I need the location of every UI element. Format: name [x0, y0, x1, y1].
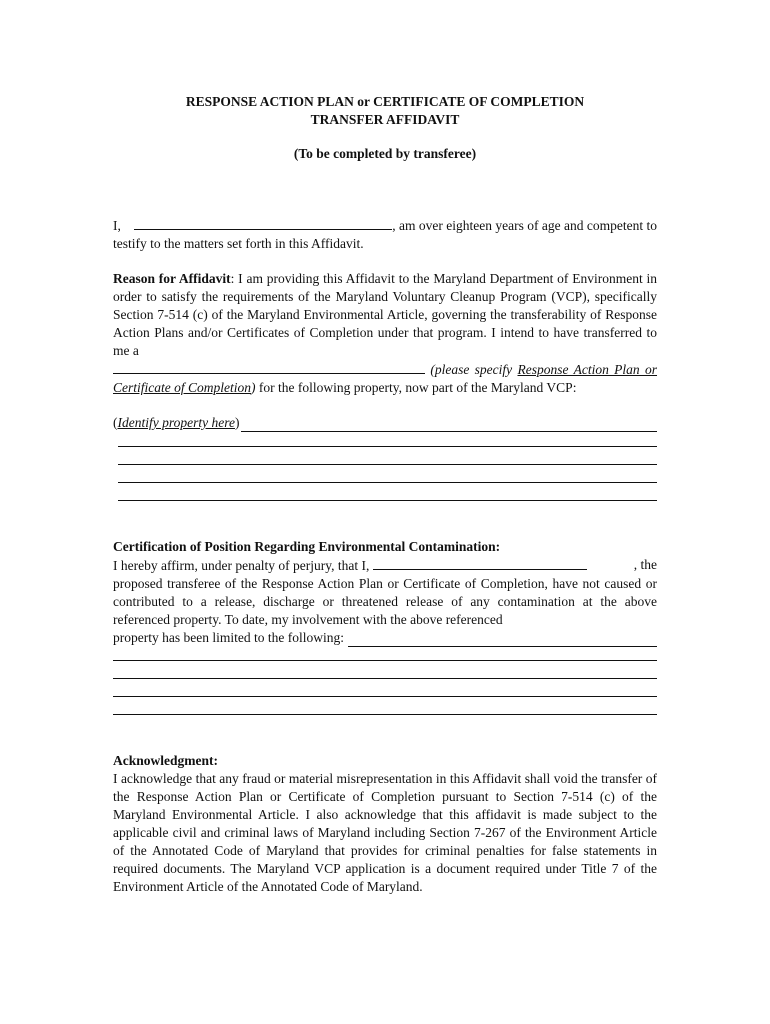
- property-line-4[interactable]: [118, 482, 657, 483]
- property-line-3[interactable]: [118, 464, 657, 465]
- specify-close: ): [251, 380, 256, 395]
- involvement-line-3[interactable]: [113, 678, 657, 679]
- intro-suffix: , am over eighteen years of age and competent to testify to the matters set forth in this Affidavit.: [113, 218, 657, 251]
- reason-paragraph: [113, 270, 657, 397]
- intro-prefix: I,: [113, 218, 121, 233]
- identify-property-label: Identify property here: [117, 415, 235, 430]
- reason-text: : I am providing this Affidavit to the Maryland Department of Environment in order to satisfy the requirements of the Maryland Voluntary Cleanup Program (VCP), specifically Section 7-514 (c) of the Maryland Environmental Article, governing the transferability of Response Action Plans and/or Certificates of Completion under that program. I intend to have transferred to me a: [113, 271, 658, 358]
- plan-type-blank-field[interactable]: [113, 360, 425, 374]
- involvement-line-5[interactable]: [113, 714, 657, 715]
- involvement-line-4[interactable]: [113, 696, 657, 697]
- name-blank-field[interactable]: [134, 216, 392, 230]
- property-line-5[interactable]: [118, 500, 657, 501]
- acknowledgment-section: [113, 752, 657, 896]
- certification-section: [113, 538, 657, 647]
- specify-open: (please specify: [425, 362, 518, 377]
- identify-property-line: [113, 414, 657, 432]
- involvement-line-2[interactable]: [113, 660, 657, 661]
- identify-close: ): [234, 415, 240, 430]
- certification-line1-suffix: , the: [633, 557, 657, 572]
- intro-paragraph: [113, 216, 657, 253]
- document-title-line-1: RESPONSE ACTION PLAN or CERTIFICATE OF COMPLETION: [185, 94, 585, 109]
- involvement-field[interactable]: [348, 633, 657, 647]
- reason-tail: for the following property, now part of the Maryland VCP:: [255, 380, 577, 395]
- involvement-label: property has been limited to the following:: [113, 630, 344, 645]
- certification-line1-prefix: I hereby affirm, under penalty of perjury, that I,: [113, 558, 370, 573]
- specify-link: Response Action Plan or Certificate of Completion: [113, 362, 658, 395]
- transferee-name-field[interactable]: [373, 556, 587, 570]
- certification-first-line: [113, 556, 657, 575]
- involvement-line: [113, 629, 657, 647]
- document-subtitle: (To be completed by transferee): [293, 146, 477, 161]
- acknowledgment-heading: Acknowledgment:: [113, 753, 218, 768]
- document-title-line-2: TRANSFER AFFIDAVIT: [310, 112, 460, 127]
- acknowledgment-text: I acknowledge that any fraud or material misrepresentation in this Affidavit shall void the transfer of the Response Action Plan or Certificate of Completion pursuant to Section 7-514 (c) of the Maryland Environmental Article. I also acknowledge that this affidavit is made subject to the applicable civil and criminal laws of Maryland including Section 7-267 of the Environment Article of the Annotated Code of Maryland that provides for criminal penalties for false statements in required documents. The Maryland VCP application is a document required under Title 7 of the Environment Article of the Annotated Code of Maryland.: [113, 771, 657, 894]
- identify-property-field[interactable]: [241, 418, 657, 432]
- identify-open: (: [113, 415, 118, 430]
- certification-text: proposed transferee of the Response Action Plan or Certificate of Completion, have not caused or contributed to a release, discharge or threatened release of any contamination at the above referenced property. To date, my involvement with the above referenced: [113, 576, 657, 627]
- reason-heading: Reason for Affidavit: [113, 271, 231, 286]
- property-line-2[interactable]: [118, 446, 657, 447]
- certification-heading: Certification of Position Regarding Environmental Contamination:: [113, 539, 501, 554]
